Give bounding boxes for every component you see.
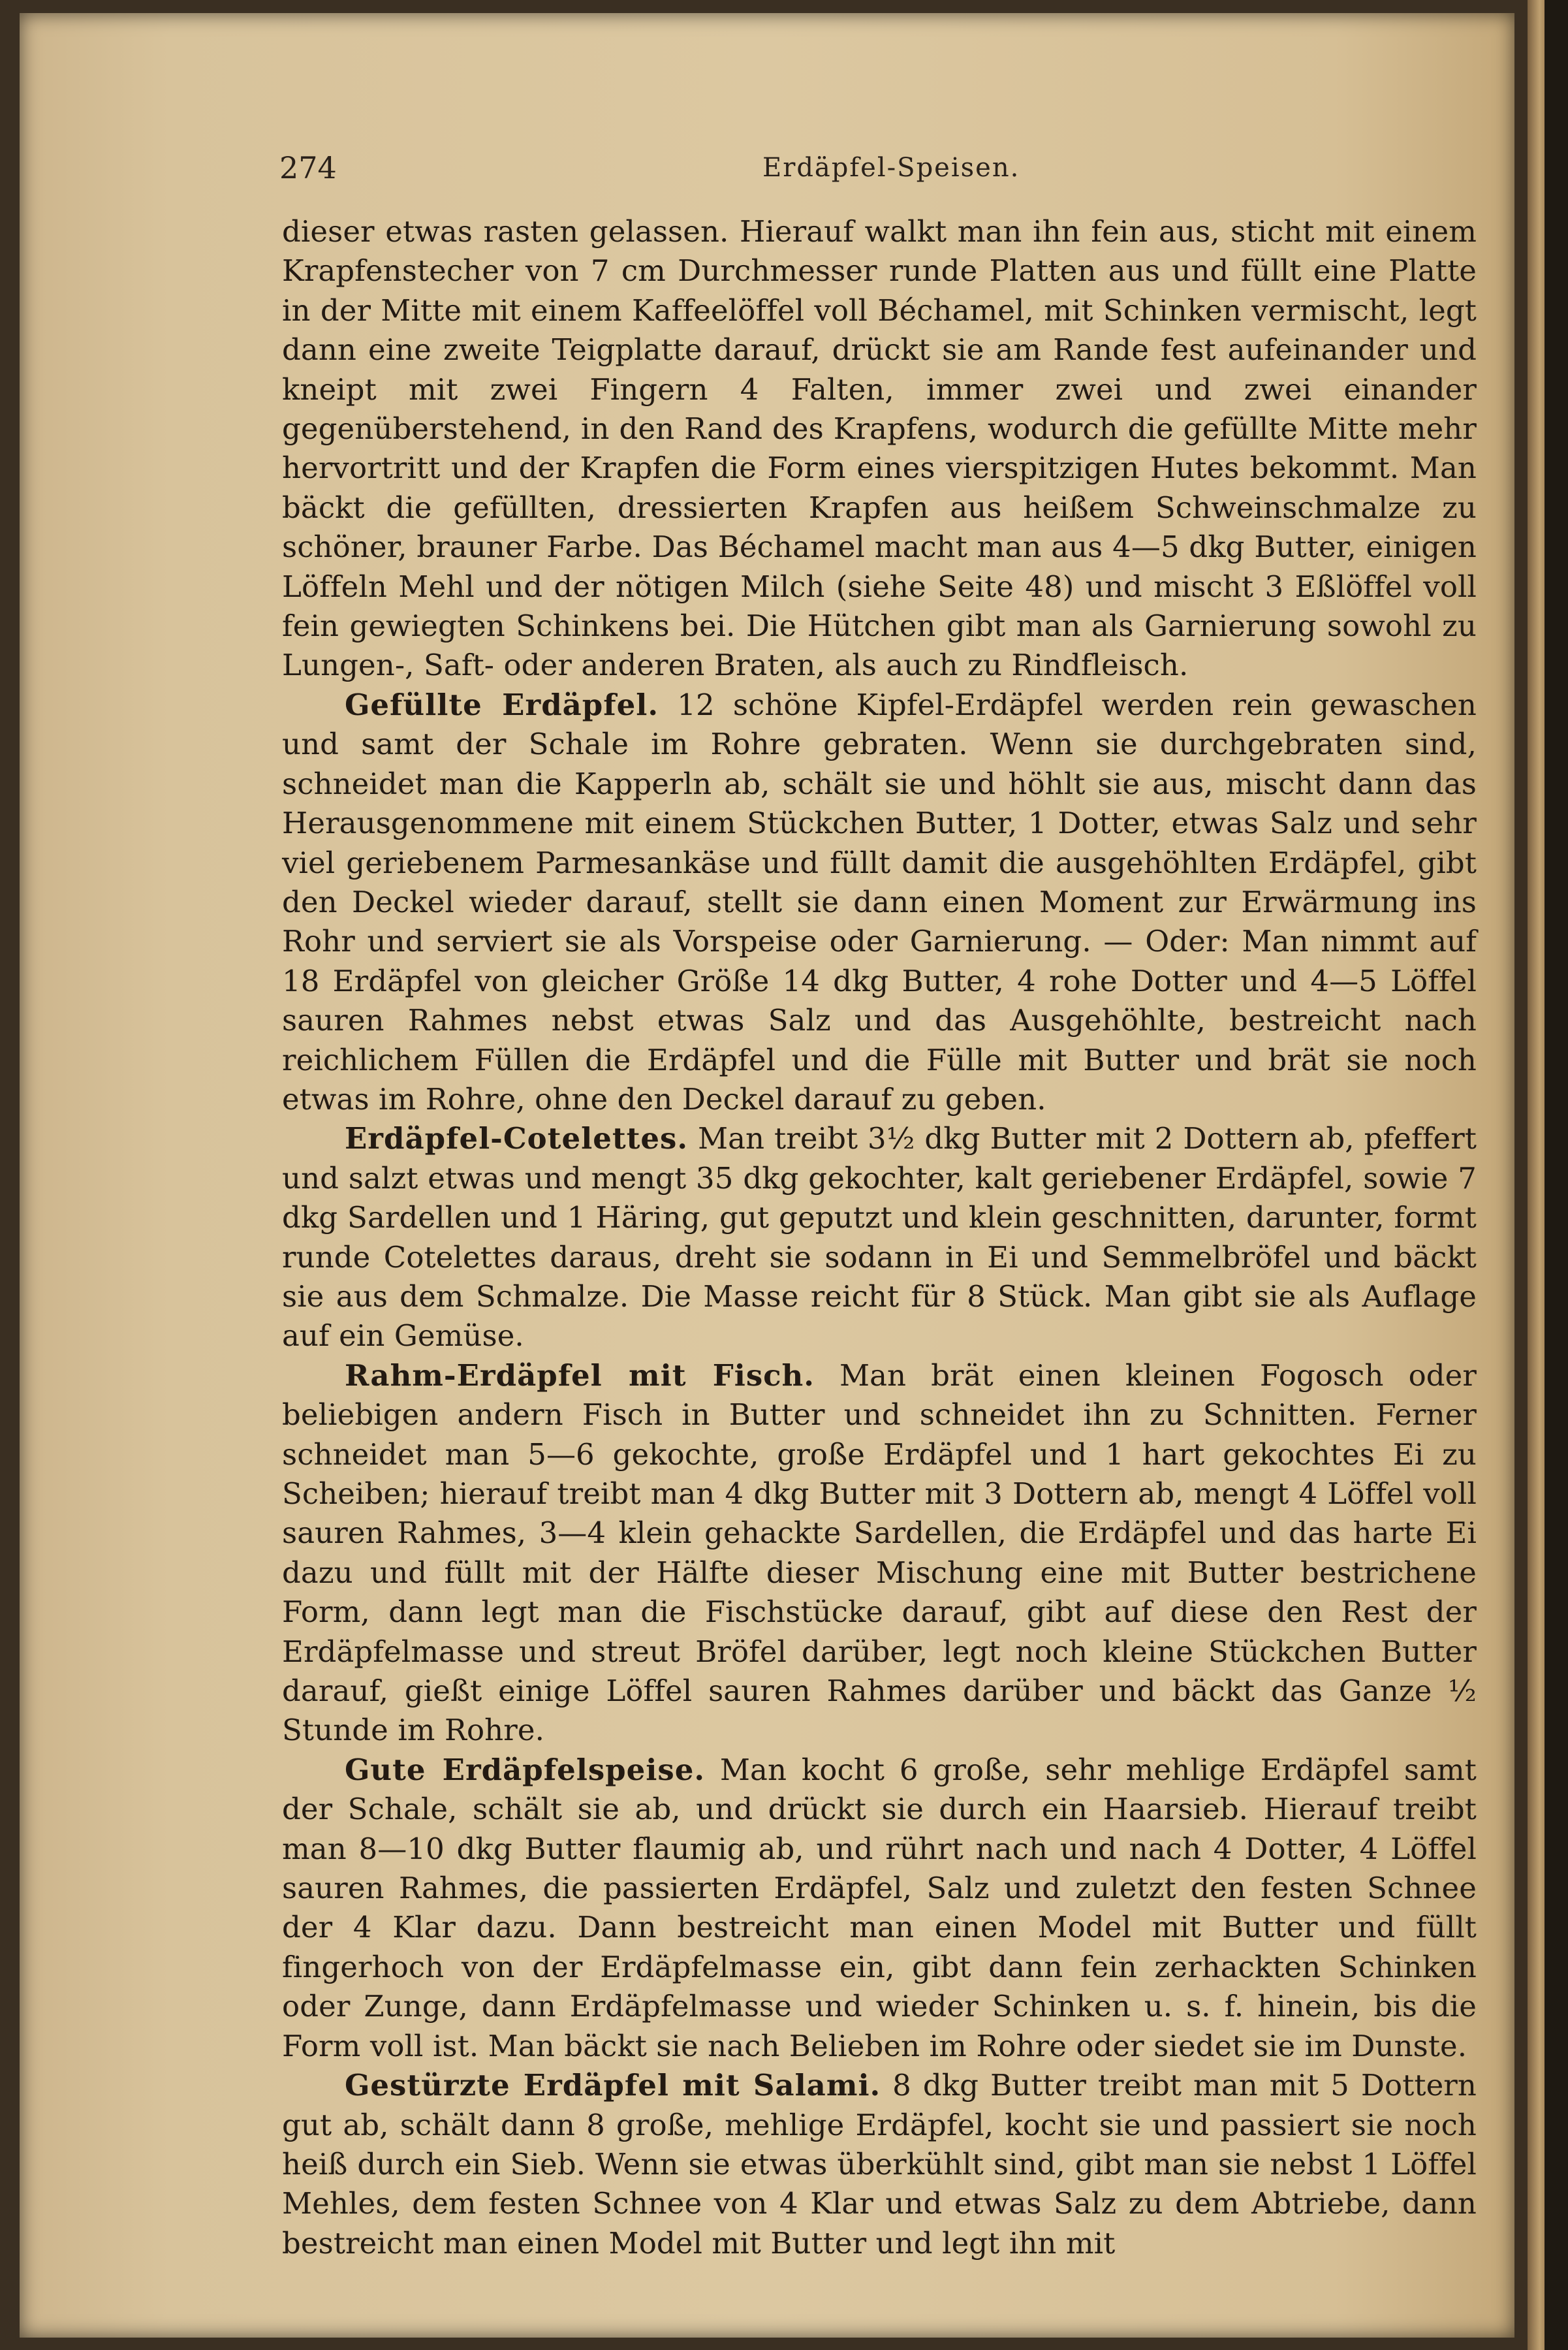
recipe-gestuerzte-erdaepfel-mit-salami <box>282 2066 1477 2263</box>
page-body <box>282 212 1477 2263</box>
recipe-rahm-erdaepfel-mit-fisch <box>282 1356 1477 1751</box>
scan-border <box>1544 0 1568 2350</box>
page-number: 274 <box>279 150 337 185</box>
recipe-title: Gefüllte Erdäpfel. <box>345 687 659 722</box>
recipe-text: 12 schöne Kipfel-Erdäpfel werden rein gewaschen und samt der Schale im Rohre gebraten. Wenn sie durchgebraten sind, schneidet man die Kapperln ab, schält sie und höhlt sie aus, mischt dann das Herausgenommene mit einem Stückchen Butter, 1 Dotter, etwas Salz und sehr viel geriebenem Parmesankäse und füllt damit die ausgehöhlten Erdäpfel, gibt den Deckel wieder darauf, stellt sie dann einen Moment zur Erwärmung ins Rohr und serviert sie als Vorspeise oder Garnierung. — Oder: Man nimmt auf 18 Erdäpfel von gleicher Größe 14 dkg Butter, 4 rohe Dotter und 4—5 Löffel sauren Rahmes nebst etwas Salz und das Ausgehöhlte, bestreicht nach reichlichem Füllen die Erdäpfel und die Fülle mit Butter und brät sie noch etwas im Rohre, ohne den Deckel darauf zu geben. <box>282 687 1477 1117</box>
recipe-text: Man kocht 6 große, sehr mehlige Erdäpfel samt der Schale, schält sie ab, und drückt sie durch ein Haarsieb. Hierauf treibt man 8—10 dkg Butter flaumig ab, und rührt nach und nach 4 Dotter, 4 Löffel sauren Rahmes, die passierten Erdäpfel, Salz und zuletzt den festen Schnee der 4 Klar dazu. Dann bestreicht man einen Model mit Butter und füllt fingerhoch von der Erdäpfelmasse ein, gibt dann fein zerhackten Schinken oder Zunge, dann Erdäpfelmasse und wieder Schinken u. s. f. hinein, bis die Form voll ist. Man bäckt sie nach Belieben im Rohre oder siedet sie im Dunste. <box>282 1752 1477 2063</box>
running-head: Erdäpfel-Speisen. <box>762 153 1020 183</box>
paragraph-continuation <box>282 212 1477 686</box>
page-header <box>279 150 1467 196</box>
recipe-title: Gestürzte Erdäpfel mit Salami. <box>345 2068 881 2103</box>
paragraph-text: dieser etwas rasten gelassen. Hierauf walkt man ihn fein aus, sticht mit einem Krapfenstecher von 7 cm Durchmesser runde Platten aus und füllt eine Platte in der Mitte mit einem Kaffeelöffel voll Béchamel, mit Schinken vermischt, legt dann eine zweite Teigplatte darauf, drückt sie am Rande fest aufeinander und kneipt mit zwei Fingern 4 Falten, immer zwei und zwei einander gegenüberstehend, in den Rand des Krapfens, wodurch die gefüllte Mitte mehr hervortritt und der Krapfen die Form eines vierspitzigen Hutes bekommt. Man bäckt die gefüllten, dressierten Krapfen aus heißem Schweinschmalze zu schöner, brauner Farbe. Das Béchamel macht man aus 4—5 dkg Butter, einigen Löffeln Mehl und der nötigen Milch (siehe Seite 48) und mischt 3 Eßlöffel voll fein gewiegten Schinkens bei. Die Hütchen gibt man als Garnierung sowohl zu Lungen-, Saft- oder anderen Braten, als auch zu Rindfleisch. <box>282 214 1477 683</box>
recipe-text: 8 dkg Butter treibt man mit 5 Dottern gut ab, schält dann 8 große, mehlige Erdäpfel, kocht sie und passiert sie noch heiß durch ein Sieb. Wenn sie etwas überkühlt sind, gibt man sie nebst 1 Löffel Mehles, dem festen Schnee von 4 Klar und etwas Salz zu dem Abtriebe, dann bestreicht man einen Model mit Butter und legt ihn mit <box>282 2068 1477 2261</box>
recipe-gefuellte-erdaepfel <box>282 686 1477 1119</box>
recipe-gute-erdaepfelspeise <box>282 1751 1477 2066</box>
recipe-text: Man treibt 3½ dkg Butter mit 2 Dottern ab, pfeffert und salzt etwas und mengt 35 dkg gekochter, kalt geriebener Erdäpfel, sowie 7 dkg Sardellen und 1 Häring, gut geputzt und klein geschnitten, darunter, formt runde Cotelettes daraus, dreht sie sodann in Ei und Semmelbröfel und bäckt sie aus dem Schmalze. Die Masse reicht für 8 Stück. Man gibt sie als Auflage auf ein Gemüse. <box>282 1121 1477 1354</box>
recipe-title: Rahm-Erdäpfel mit Fisch. <box>345 1358 815 1393</box>
recipe-title: Erdäpfel-Cotelettes. <box>345 1121 689 1156</box>
recipe-title: Gute Erdäpfelspeise. <box>345 1752 706 1787</box>
recipe-erdaepfel-cotelettes <box>282 1119 1477 1356</box>
recipe-text: Man brät einen kleinen Fogosch oder beliebigen andern Fisch in Butter und schneidet ihn zu Schnitten. Ferner schneidet man 5—6 gekochte, große Erdäpfel und 1 hart gekochtes Ei zu Scheiben; hierauf treibt man 4 dkg Butter mit 3 Dottern ab, mengt 4 Löffel voll sauren Rahmes, 3—4 klein gehackte Sardellen, die Erdäpfel und das harte Ei dazu und füllt mit der Hälfte dieser Mischung eine mit Butter bestrichene Form, dann legt man die Fischstücke darauf, gibt auf diese den Rest der Erdäpfelmasse und streut Bröfel darüber, legt noch kleine Stückchen Butter darauf, gießt einige Löffel sauren Rahmes darüber und bäckt das Ganze ½ Stunde im Rohre. <box>282 1358 1477 1748</box>
